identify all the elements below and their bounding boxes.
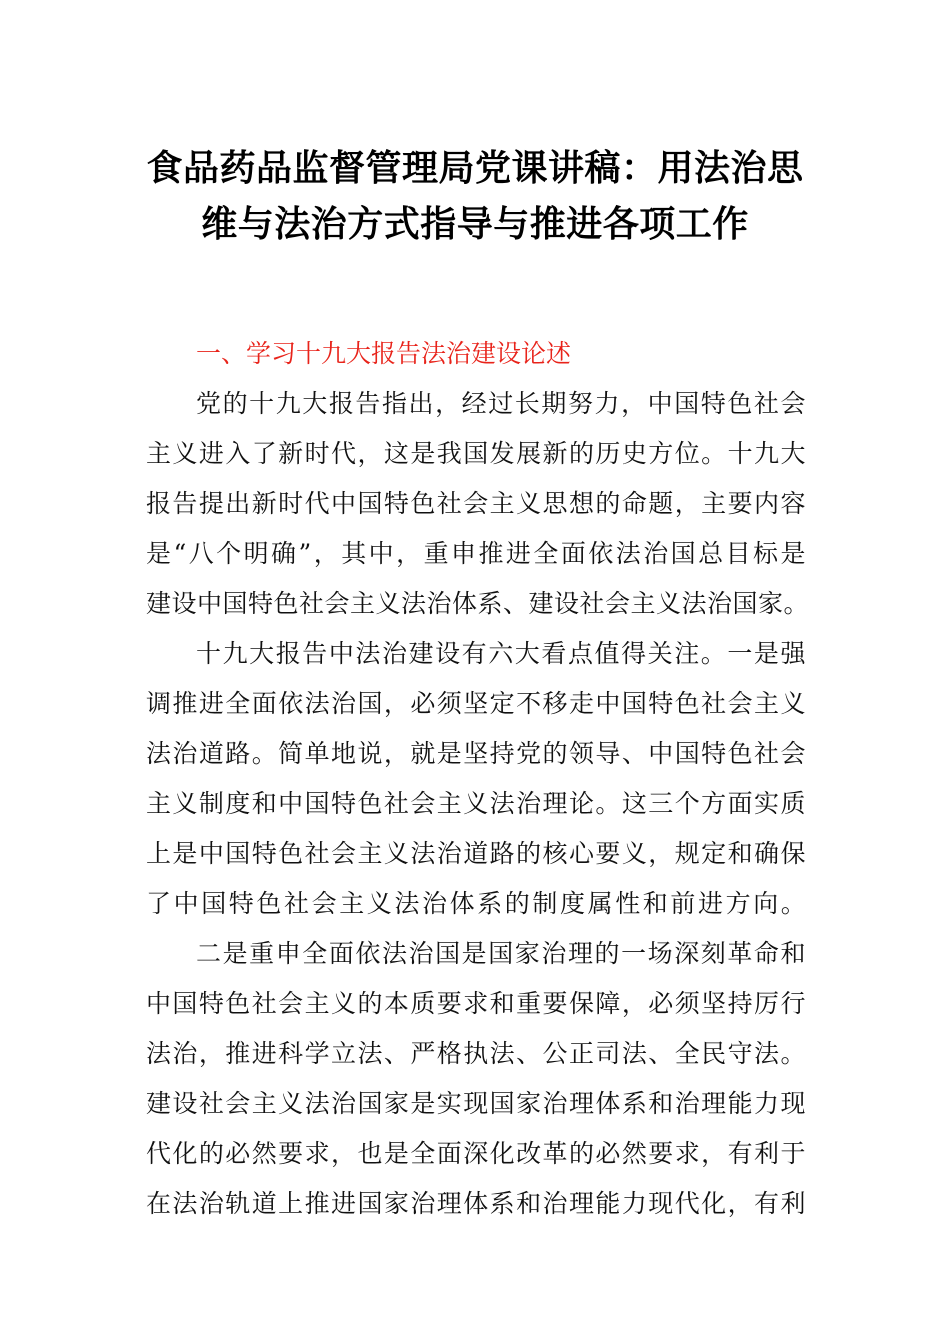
document-body bbox=[146, 329, 810, 1229]
paragraph-line: 了中国特色社会主义法治体系的制度属性和前进方向。 bbox=[146, 889, 809, 918]
paragraph-line: 上是中国特色社会主义法治道路的核心要义，规定和确保 bbox=[146, 839, 806, 868]
paragraph-line: 在法治轨道上推进国家治理体系和治理能力现代化，有利 bbox=[146, 1189, 806, 1218]
title-line-1: 食品药品监督管理局党课讲稿：用法治思 bbox=[146, 147, 804, 189]
paragraph-3 bbox=[146, 929, 806, 1229]
paragraph-2 bbox=[146, 629, 809, 929]
paragraph-line: 主义进入了新时代，这是我国发展新的历史方位。十九大 bbox=[146, 439, 806, 468]
paragraph-line: 建设社会主义法治国家是实现国家治理体系和治理能力现 bbox=[146, 1089, 806, 1118]
paragraph-line: 法治道路。简单地说，就是坚持党的领导、中国特色社会 bbox=[146, 739, 806, 768]
paragraph-line: 代化的必然要求，也是全面深化改革的必然要求，有利于 bbox=[146, 1139, 806, 1168]
paragraph-1 bbox=[146, 379, 810, 629]
paragraph-line: 中国特色社会主义的本质要求和重要保障，必须坚持厉行 bbox=[146, 989, 806, 1018]
paragraph-line: 主义制度和中国特色社会主义法治理论。这三个方面实质 bbox=[146, 789, 806, 818]
document-title bbox=[145, 140, 805, 252]
paragraph-line: 法治，推进科学立法、严格执法、公正司法、全民守法。 bbox=[146, 1039, 806, 1068]
paragraph-line: 报告提出新时代中国特色社会主义思想的命题，主要内容 bbox=[146, 489, 806, 518]
paragraph-line: 调推进全面依法治国，必须坚定不移走中国特色社会主义 bbox=[146, 689, 806, 718]
section-heading: 一、学习十九大报告法治建设论述 bbox=[196, 339, 572, 368]
paragraph-line: 建设中国特色社会主义法治体系、建设社会主义法治国家。 bbox=[146, 589, 810, 618]
paragraph-line: 是“八个明确”，其中，重申推进全面依法治国总目标是 bbox=[146, 539, 806, 568]
paragraph-line: 党的十九大报告指出，经过长期努力，中国特色社会 bbox=[196, 389, 806, 418]
paragraph-line: 十九大报告中法治建设有六大看点值得关注。一是强 bbox=[196, 639, 806, 668]
title-line-2: 维与法治方式指导与推进各项工作 bbox=[201, 203, 749, 245]
paragraph-line: 二是重申全面依法治国是国家治理的一场深刻革命和 bbox=[196, 939, 806, 968]
